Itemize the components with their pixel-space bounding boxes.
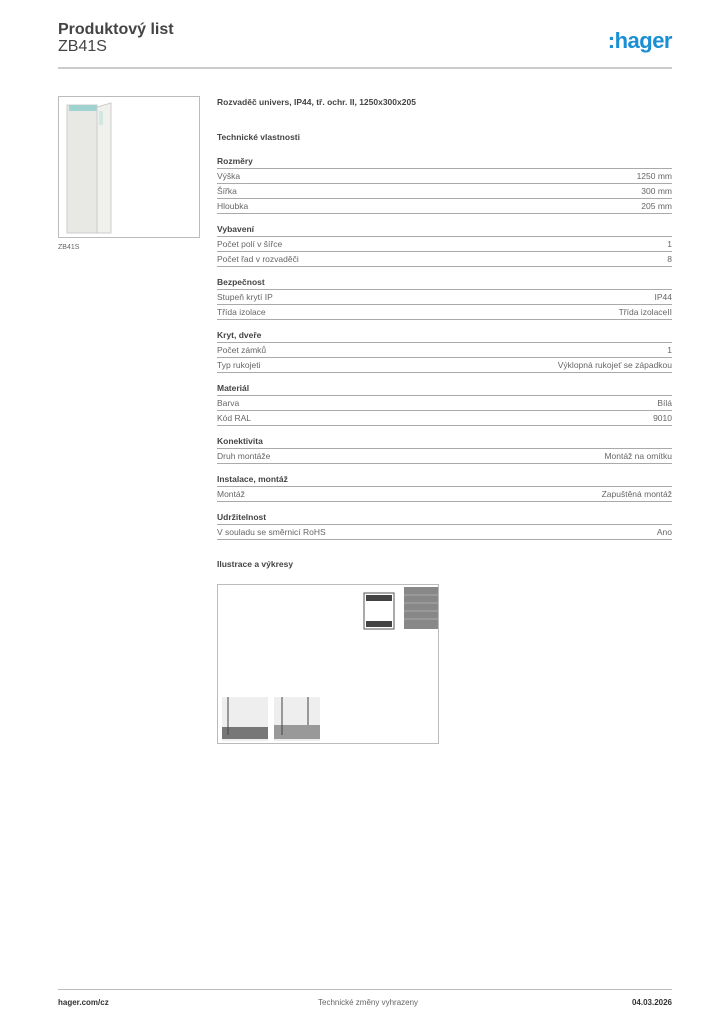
section-heading: Bezpečnost [217,275,672,290]
spec-row [217,411,672,426]
header-divider [58,67,672,69]
spec-sections [217,154,672,540]
spec-row [217,396,672,411]
spec-row [217,184,672,199]
footer-website[interactable]: hager.com/cz [58,998,109,1007]
spec-row [217,169,672,184]
spec-label: Výška [217,171,241,181]
spec-row [217,290,672,305]
spec-value: 1 [667,239,672,249]
spec-value: 300 mm [641,186,672,196]
spec-label: Počet polí v šířce [217,239,283,249]
spec-row [217,252,672,267]
spec-label: Typ rukojeti [217,360,261,370]
spec-section [217,328,672,373]
drawings-box [217,584,439,744]
spec-section [217,510,672,540]
spec-row [217,237,672,252]
footer-divider [58,989,672,990]
spec-row [217,449,672,464]
section-heading: Konektivita [217,434,672,449]
product-image [58,96,200,238]
spec-value: 205 mm [641,201,672,211]
spec-value: 8 [667,254,672,264]
footer-note: Technické změny vyhrazeny [318,998,419,1007]
spec-value: Ano [656,527,672,537]
spec-section [217,222,672,267]
spec-value: 9010 [653,413,672,423]
spec-value: Zapuštěná montáž [601,489,672,499]
spec-section [217,275,672,320]
section-heading: Materiál [217,381,672,396]
spec-value: IP44 [654,292,672,302]
tech-heading: Technické vlastnosti [217,132,300,142]
spec-label: Šířka [217,186,237,196]
spec-section [217,472,672,502]
section-heading: Udržitelnost [217,510,672,525]
page-title: Produktový list [58,21,174,38]
spec-label: Druh montáže [217,451,271,461]
section-heading: Instalace, montáž [217,472,672,487]
image-caption: ZB41S [58,244,80,251]
spec-row [217,358,672,373]
spec-section [217,381,672,426]
spec-value: 1 [667,345,672,355]
spec-value: Bílá [657,398,672,408]
product-name: Rozvaděč univers, IP44, tř. ochr. II, 1250x300x205 [217,97,416,107]
product-code: ZB41S [58,38,107,55]
spec-label: Hloubka [217,201,249,211]
spec-value: 1250 mm [636,171,672,181]
illustrations-heading: Ilustrace a výkresy [217,559,294,569]
section-heading: Kryt, dveře [217,328,672,343]
spec-label: Počet zámků [217,345,267,355]
spec-row [217,199,672,214]
spec-row [217,305,672,320]
spec-value: Výklopná rukojeť se západkou [557,360,672,370]
spec-label: Třída izolace [217,307,266,317]
footer-date: 04.03.2026 [631,998,672,1007]
cabinet-illustration [59,97,199,237]
spec-row [217,487,672,502]
spec-value: Montáž na omítku [604,451,672,461]
technical-drawings [218,585,438,743]
spec-section [217,434,672,464]
spec-label: Kód RAL [217,413,252,423]
section-heading: Rozměry [217,154,672,169]
spec-label: Montáž [217,489,245,499]
spec-label: Barva [217,398,240,408]
spec-label: Stupeň krytí IP [217,292,273,302]
spec-label: Počet řad v rozvaděči [217,254,299,264]
specs-column [217,96,672,570]
spec-value: Třída izolaceII [618,307,672,317]
spec-row [217,525,672,540]
hager-logo: :hager [607,28,672,53]
spec-label: V souladu se směrnicí RoHS [217,527,326,537]
spec-section [217,154,672,214]
spec-row [217,343,672,358]
section-heading: Vybavení [217,222,672,237]
